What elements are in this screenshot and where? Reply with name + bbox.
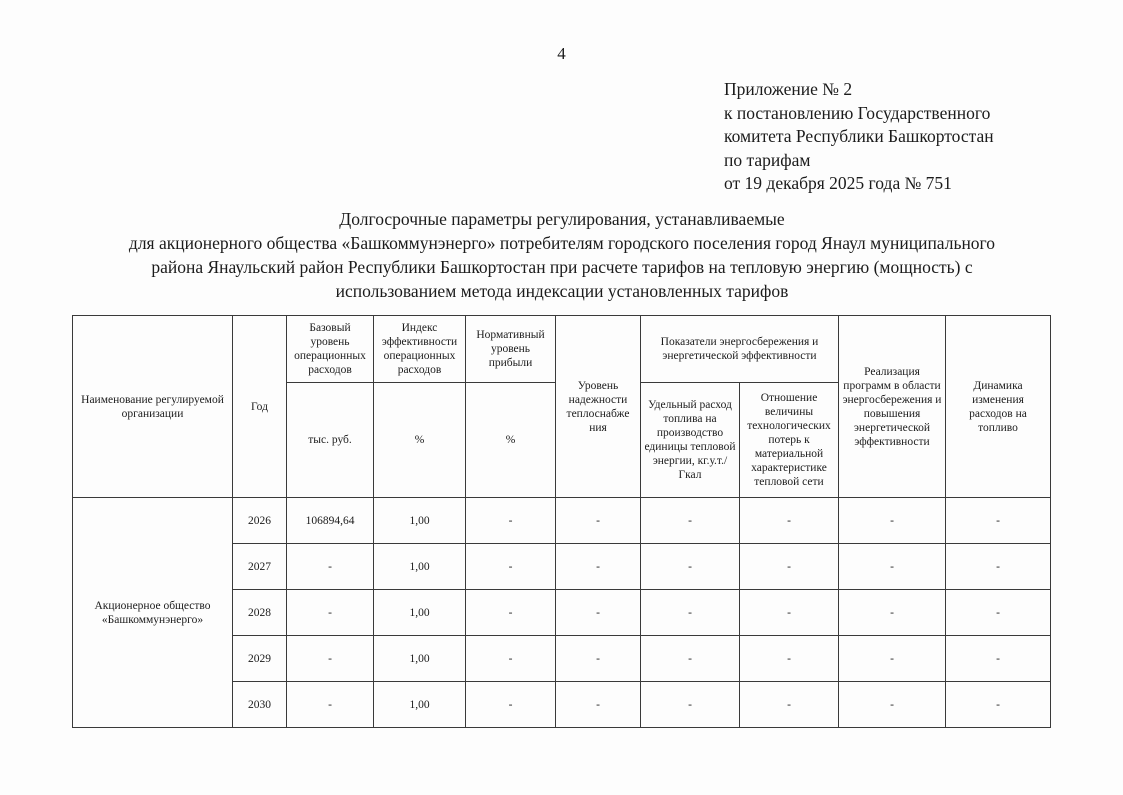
long-term-parameters-table [72,315,1051,728]
cell-normative-profit: - [466,544,556,590]
cell-reliability-level: - [556,636,641,682]
title-line-3: района Янаульский район Республики Башкортостан при расчете тарифов на тепловую энергию (мощность) с [151,257,973,277]
cell-fuel-cost-dynamics: - [946,498,1051,544]
column-header-reliability-level: Уровень надежности теплоснабже ния [556,316,641,498]
title-line-2: для акционерного общества «Башкоммунэнерго» потребителям городского поселения город Янаул муниципального [128,233,996,253]
table-header [73,316,1051,498]
column-header-organization: Наименование регулируемой организации [73,316,233,498]
cell-fuel-cost-dynamics: - [946,544,1051,590]
unit-header-normative-profit: % [466,383,556,498]
cell-specific-fuel: - [641,590,740,636]
cell-normative-profit: - [466,498,556,544]
parameters-table-wrapper [72,315,1051,728]
cell-losses-ratio: - [740,682,839,728]
cell-programs: - [839,498,946,544]
appendix-line-4: по тарифам [724,149,811,170]
table-body [73,498,1051,728]
cell-fuel-cost-dynamics: - [946,590,1051,636]
appendix-line-3: комитета Республики Башкортостан [724,126,994,146]
cell-year: 2026 [233,498,287,544]
cell-year: 2028 [233,590,287,636]
cell-programs: - [839,544,946,590]
column-header-year: Год [233,316,287,498]
cell-year: 2027 [233,544,287,590]
cell-efficiency-index: 1,00 [374,636,466,682]
column-header-efficiency-index: Индекс эффективности операционных расходов [374,316,466,383]
cell-base-operating-costs: 106894,64 [287,498,374,544]
cell-year: 2030 [233,682,287,728]
cell-normative-profit: - [466,636,556,682]
cell-base-operating-costs: - [287,590,374,636]
cell-specific-fuel: - [641,682,740,728]
table-row [73,498,1051,544]
appendix-line-2: к постановлению Государственного [724,102,991,123]
document-title [72,207,1052,303]
title-line-1: Долгосрочные параметры регулирования, устанавливаемые [339,209,785,229]
column-header-normative-profit: Нормативный уровень прибыли [466,316,556,383]
cell-organization-name: Акционерное общество «Башкоммунэнерго» [73,498,233,728]
cell-programs: - [839,682,946,728]
title-line-4: использованием метода индексации установленных тарифов [335,281,789,301]
column-header-losses-ratio: Отношение величины технологических потерь к материальной характеристике тепловой сети [740,383,839,498]
cell-specific-fuel: - [641,544,740,590]
column-header-specific-fuel: Удельный расход топлива на производство единицы тепловой энергии, кг.у.т./Гкал [641,383,740,498]
cell-base-operating-costs: - [287,682,374,728]
appendix-line-5: от 19 декабря 2025 года № 751 [724,173,952,193]
page-number: 4 [557,44,566,63]
cell-efficiency-index: 1,00 [374,544,466,590]
cell-losses-ratio: - [740,498,839,544]
unit-header-base-operating-costs: тыс. руб. [287,383,374,498]
column-header-base-operating-costs: Базовый уровень операционных расходов [287,316,374,383]
cell-fuel-cost-dynamics: - [946,636,1051,682]
column-header-fuel-cost-dynamics: Динамика изменения расходов на топливо [946,316,1051,498]
cell-losses-ratio: - [740,590,839,636]
cell-losses-ratio: - [740,544,839,590]
cell-reliability-level: - [556,682,641,728]
cell-specific-fuel: - [641,498,740,544]
unit-header-efficiency-index: % [374,383,466,498]
cell-base-operating-costs: - [287,636,374,682]
cell-normative-profit: - [466,682,556,728]
cell-efficiency-index: 1,00 [374,590,466,636]
cell-losses-ratio: - [740,636,839,682]
cell-programs: - [839,590,946,636]
cell-reliability-level: - [556,544,641,590]
cell-base-operating-costs: - [287,544,374,590]
table-header-row-top [73,316,1051,383]
cell-specific-fuel: - [641,636,740,682]
appendix-line-1: Приложение № 2 [724,79,853,99]
cell-year: 2029 [233,636,287,682]
column-header-energy-saving-group: Показатели энергосбережения и энергетической эффективности [641,316,839,383]
cell-fuel-cost-dynamics: - [946,682,1051,728]
cell-reliability-level: - [556,590,641,636]
cell-reliability-level: - [556,498,641,544]
cell-efficiency-index: 1,00 [374,682,466,728]
cell-efficiency-index: 1,00 [374,498,466,544]
appendix-header-block [724,78,1054,196]
cell-programs: - [839,636,946,682]
cell-normative-profit: - [466,590,556,636]
column-header-programs: Реализация программ в области энергосбережения и повышения энергетической эффективности [839,316,946,498]
